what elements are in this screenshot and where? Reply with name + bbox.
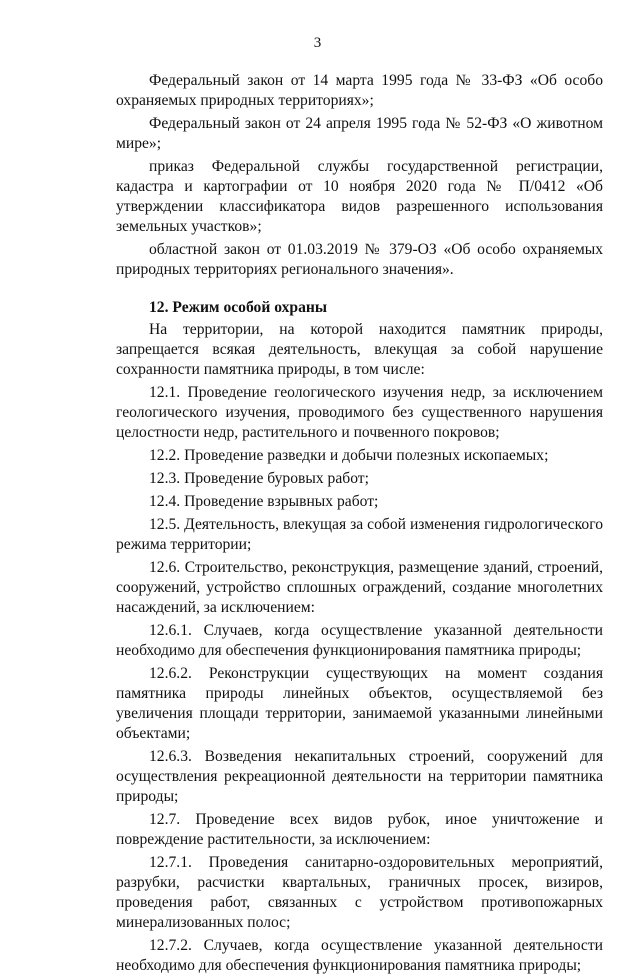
paragraph-regional-law: областной закон от 01.03.2019 № 379-ОЗ «Об особо охраняемых природных территориях регионального значения». — [116, 241, 603, 278]
paragraph-intro: На территории, на которой находится памятник природы, запрещается всякая деятельность, влекущая за собой нарушение сохранности памятника природы, в том числе: — [116, 321, 603, 378]
paragraph-12-2: 12.2. Проведение разведки и добычи полезных ископаемых; — [149, 447, 549, 464]
document-body — [116, 71, 603, 979]
page-number: 3 — [313, 35, 322, 51]
paragraph-12-6: 12.6. Строительство, реконструкция, размещение зданий, строений, сооружений, устройство сплошных ограждений, создание многолетних насаждений, за исключением: — [116, 559, 603, 616]
paragraph-12-6-3: 12.6.3. Возведения некапитальных строений, сооружений для осуществления рекреационной деятельности на территории памятника природы; — [116, 748, 603, 805]
paragraph-12-7: 12.7. Проведение всех видов рубок, иное уничтожение и повреждение растительности, за исключением: — [116, 811, 603, 848]
paragraph-12-4: 12.4. Проведение взрывных работ; — [149, 493, 379, 510]
paragraph-12-1: 12.1. Проведение геологического изучения недр, за исключением геологического изучения, проводимого без существенного нарушения целостности недр, растительного и почвенного покровов; — [116, 384, 603, 441]
paragraph-12-6-2: 12.6.2. Реконструкции существующих на момент создания памятника природы линейных объектов, осуществляемой без увеличения площади территории, занимаемой указанными линейными объектами; — [116, 665, 603, 742]
paragraph-rosreestr-order: приказ Федеральной службы государственной регистрации, кадастра и картографии от 10 ноября 2020 года № П/0412 «Об утверждении классификатора видов разрешенного использования земельных участков»; — [116, 158, 603, 235]
paragraph-12-3: 12.3. Проведение буровых работ; — [149, 470, 369, 487]
paragraph-federal-law-52: Федеральный закон от 24 апреля 1995 года № 52-ФЗ «О животном мире»; — [116, 115, 603, 152]
paragraph-12-6-1: 12.6.1. Случаев, когда осуществление указанной деятельности необходимо для обеспечения функционирования памятника природы; — [116, 622, 603, 659]
paragraph-federal-law-33: Федеральный закон от 14 марта 1995 года № 33-ФЗ «Об особо охраняемых природных территориях»; — [116, 72, 603, 109]
section-heading: 12. Режим особой охраны — [149, 299, 328, 316]
paragraph-12-7-2: 12.7.2. Случаев, когда осуществление указанной деятельности необходимо для обеспечения функционирования памятника природы; — [116, 937, 603, 974]
paragraph-12-5: 12.5. Деятельность, влекущая за собой изменения гидрологического режима территории; — [116, 516, 603, 553]
paragraph-12-7-1: 12.7.1. Проведения санитарно-оздоровительных мероприятий, разрубки, расчистки квартальных, граничных просек, визиров, проведения работ, связанных с устройством противопожарных минерализованных полос; — [116, 854, 603, 931]
